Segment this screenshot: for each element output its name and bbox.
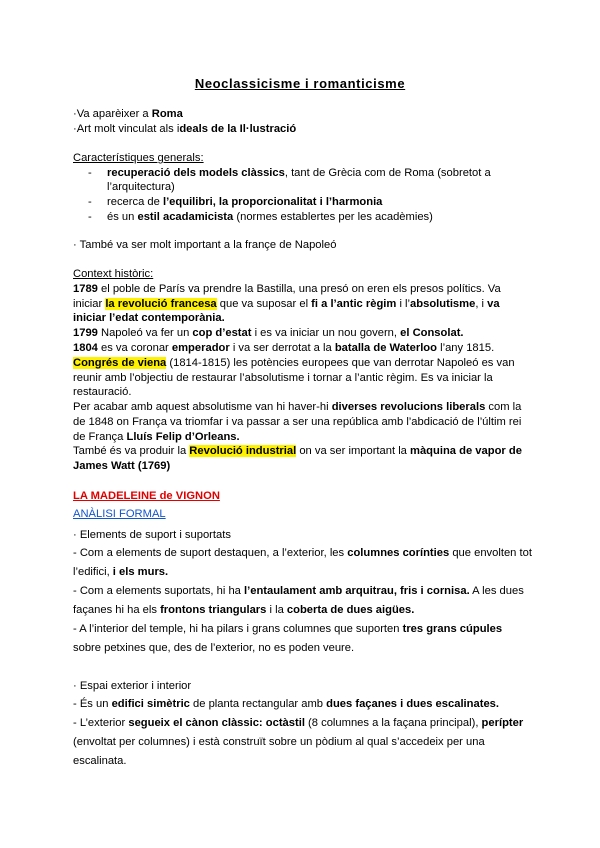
context-line-8: restauració. bbox=[73, 386, 132, 398]
bullet-marker: - bbox=[88, 211, 92, 223]
context-line-3: iniciar l’edat contemporània. bbox=[73, 312, 225, 324]
highlight-revolucio-francesa: la revolució francesa bbox=[105, 298, 217, 310]
bullet-item-1-cont: l’arquitectura) bbox=[107, 181, 175, 193]
context-line-9: Per acabar amb aquest absolutisme van hi haver-hi diverses revolucions liberals com la bbox=[73, 401, 522, 413]
intro-line-illustracio: ·Art molt vinculat als ideals de la Il·lustració bbox=[73, 123, 297, 135]
madeleine-line-1: · Elements de suport i suportats bbox=[73, 529, 231, 541]
bullet-marker: - bbox=[88, 167, 92, 179]
madeleine-heading: LA MADELEINE de VIGNON bbox=[73, 490, 220, 502]
madeleine-line-4: - Com a elements suportats, hi ha l’entaulament amb arquitrau, fris i cornisa. A les dues bbox=[73, 585, 524, 597]
madeleine-line-7: sobre petxines que, des de l’exterior, no es poden veure. bbox=[73, 642, 355, 654]
madeleine-line-8: · Espai exterior i interior bbox=[73, 680, 192, 692]
context-line-12: També és va produir la Revolució industrial on va ser important la màquina de vapor de bbox=[73, 445, 522, 457]
highlight-congres-viena: Congrés de viena bbox=[73, 357, 167, 369]
madeleine-line-2: - Com a elements de suport destaquen, a l’exterior, les columnes corínties que envolten tot bbox=[73, 547, 532, 559]
analisi-formal-link[interactable]: ANÀLISI FORMAL bbox=[73, 508, 166, 520]
madeleine-line-9: - És un edifici simètric de planta rectangular amb dues façanes i dues escalinates. bbox=[73, 698, 499, 710]
context-line-6: Congrés de viena (1814-1815) les potències europees que van derrotar Napoleó es van bbox=[73, 357, 515, 369]
context-line-2: iniciar la revolució francesa que va suposar el fi a l’antic règim i l’absolutisme, i va bbox=[73, 298, 500, 310]
context-line-1: 1789 el poble de París va prendre la Bastilla, una presó on eren els presos polítics. Va bbox=[73, 283, 501, 295]
context-line-7: reunir amb l’objectiu de restaurar l’absolutisme i tornar a l’antic règim. Es va iniciar la bbox=[73, 372, 493, 384]
madeleine-line-10: - L’exterior segueix el cànon clàssic: octàstil (8 columnes a la façana principal), perípter bbox=[73, 717, 524, 729]
bullet-item-2: recerca de l’equilibri, la proporcionalitat i l’harmonia bbox=[107, 196, 383, 208]
caracteristiques-heading: Característiques generals: bbox=[73, 152, 204, 164]
madeleine-line-6: - A l’interior del temple, hi ha pilars i grans columnes que suporten tres grans cúpules bbox=[73, 623, 503, 635]
napoleo-line: · També va ser molt important a la françe de Napoleó bbox=[73, 239, 337, 251]
madeleine-line-5: façanes hi ha els frontons triangulars i la coberta de dues aigües. bbox=[73, 604, 415, 616]
madeleine-line-11: (envoltat per columnes) i està construït sobre un pòdium al qual s’accedeix per una bbox=[73, 736, 485, 748]
madeleine-line-3: l’edifici, i els murs. bbox=[73, 566, 169, 578]
madeleine-line-12: escalinata. bbox=[73, 755, 127, 767]
context-line-13: James Watt (1769) bbox=[73, 460, 171, 472]
document-title: Neoclassicisme i romanticisme bbox=[194, 76, 406, 91]
context-line-5: 1804 es va coronar emperador i va ser derrotat a la batalla de Waterloo l’any 1815. bbox=[73, 342, 495, 354]
context-line-4: 1799 Napoleó va fer un cop d’estat i es va iniciar un nou govern, el Consolat. bbox=[73, 327, 464, 339]
context-line-11: de França Lluís Felip d’Orleans. bbox=[73, 431, 240, 443]
bullet-item-3: és un estil acadamicista (normes establertes per les acadèmies) bbox=[107, 211, 433, 223]
context-heading: Context històric: bbox=[73, 268, 154, 280]
intro-line-roma: ·Va aparèixer a Roma bbox=[73, 108, 183, 120]
bullet-marker: - bbox=[88, 196, 92, 208]
context-line-10: de 1848 on França va triomfar i va passar a ser una república amb l’abdicació de l’últim rei bbox=[73, 416, 522, 428]
bullet-item-1: recuperació dels models clàssics, tant de Grècia com de Roma (sobretot a bbox=[107, 167, 491, 179]
highlight-revolucio-industrial: Revolució industrial bbox=[189, 445, 297, 457]
